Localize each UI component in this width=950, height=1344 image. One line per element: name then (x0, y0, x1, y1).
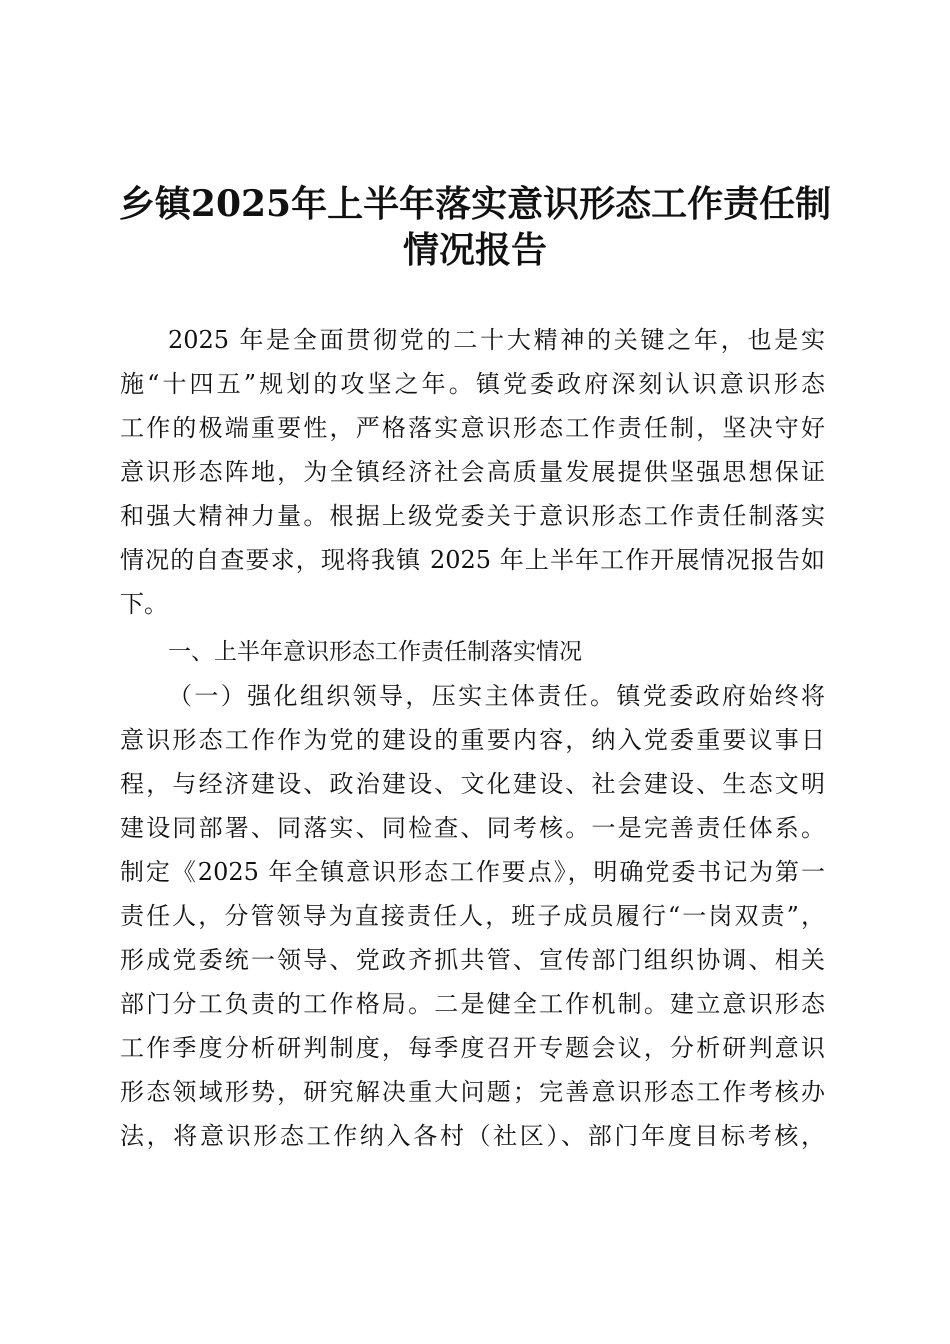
paragraph-2-line: 部门分工负责的工作格局。二是健全工作机制。建立意识形态 (120, 990, 825, 1018)
document-title-line-1: 乡镇2025年上半年落实意识形态工作责任制 (118, 183, 832, 225)
paragraph-2-line: 工作季度分析研判制度，每季度召开专题会议，分析研判意识 (120, 1034, 825, 1062)
paragraph-2-line: 程，与经济建设、政治建设、文化建设、社会建设、生态文明 (120, 770, 825, 798)
paragraph-1-line: 工作的极端重要性，严格落实意识形态工作责任制，坚决守好 (120, 414, 825, 442)
paragraph-2-line: 法，将意识形态工作纳入各村（社区）、部门年度目标考核， (120, 1122, 825, 1150)
paragraph-1-line: 和强大精神力量。根据上级党委关于意识形态工作责任制落实 (120, 502, 825, 530)
paragraph-2-line: 制定《2025 年全镇意识形态工作要点》，明确党委书记为第一 (120, 858, 825, 886)
paragraph-1-line: 下。 (120, 590, 168, 618)
document-title-line-2: 情况报告 (402, 229, 547, 271)
paragraph-2-line: 形态领域形势，研究解决重大问题；完善意识形态工作考核办 (120, 1078, 825, 1106)
paragraph-2-line: （一）强化组织领导，压实主体责任。镇党委政府始终将 (168, 682, 825, 710)
paragraph-1-line: 施“十四五”规划的攻坚之年。镇党委政府深刻认识意识形态 (120, 370, 825, 398)
paragraph-1-line: 情况的自查要求，现将我镇 2025 年上半年工作开展情况报告如 (120, 546, 825, 574)
paragraph-1-line: 意识形态阵地，为全镇经济社会高质量发展提供坚强思想保证 (120, 458, 825, 486)
paragraph-2-line: 形成党委统一领导、党政齐抓共管、宣传部门组织协调、相关 (120, 946, 825, 974)
section-1-heading: 一、上半年意识形态工作责任制落实情况 (168, 639, 582, 665)
paragraph-1-line: 2025 年是全面贯彻党的二十大精神的关键之年，也是实 (168, 326, 825, 354)
paragraph-2-line: 意识形态工作作为党的建设的重要内容，纳入党委重要议事日 (120, 726, 825, 754)
paragraph-2-line: 责任人，分管领导为直接责任人，班子成员履行“一岗双责”， (120, 902, 825, 930)
paragraph-2-line: 建设同部署、同落实、同检查、同考核。一是完善责任体系。 (120, 814, 825, 842)
